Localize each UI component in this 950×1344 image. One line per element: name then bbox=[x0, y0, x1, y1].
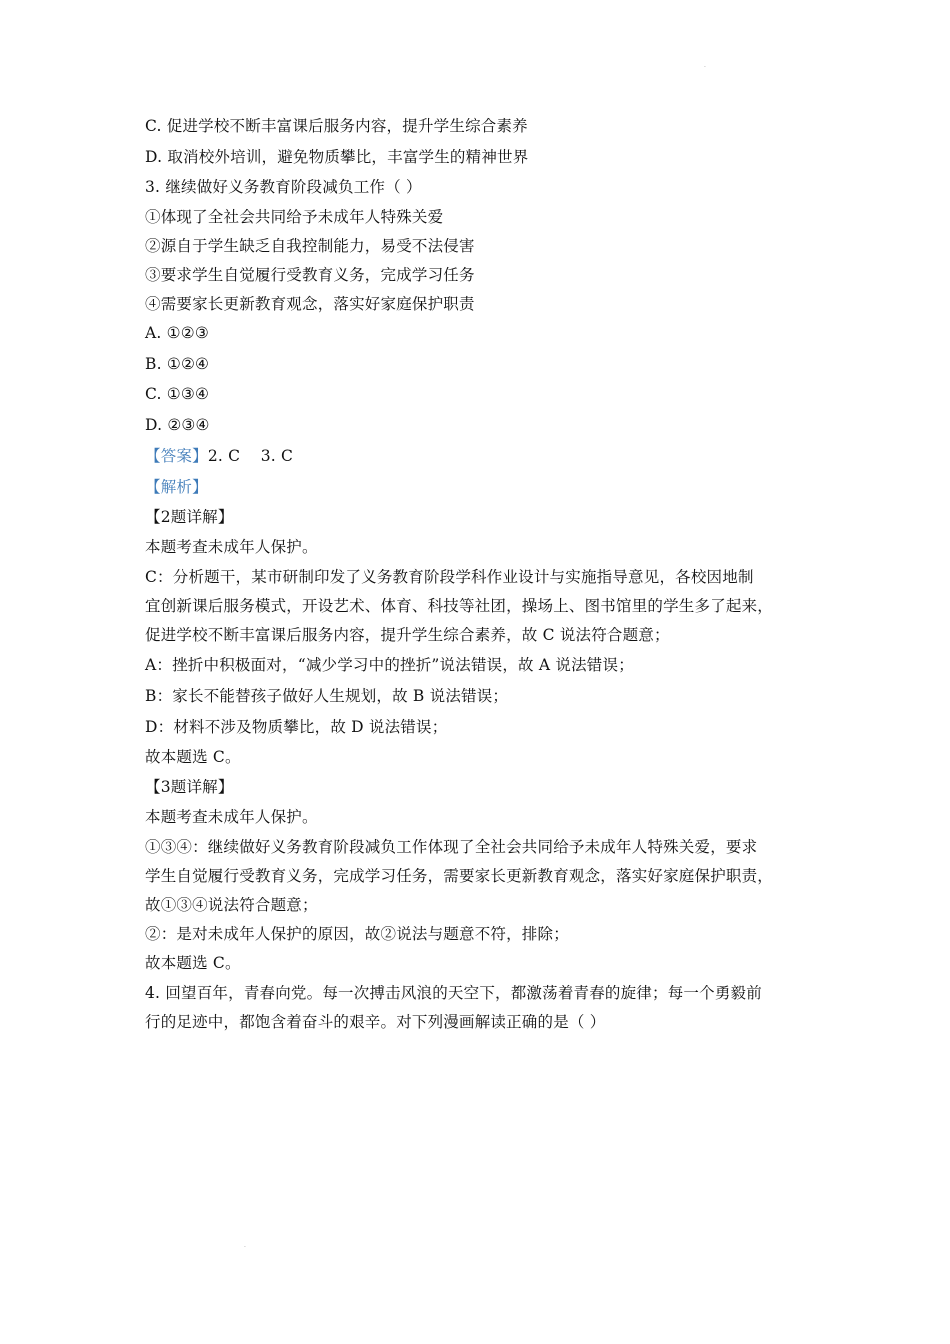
statement-1: ①体现了全社会共同给予未成年人特殊关爱 bbox=[145, 208, 444, 226]
answer-line bbox=[145, 446, 825, 466]
analysis-line bbox=[145, 477, 825, 497]
statement-3: ③要求学生自觉履行受教育义务，完成学习任务 bbox=[145, 266, 475, 284]
q3-conclusion: 故本题选 C。 bbox=[145, 954, 241, 972]
q3-explanation-1: ①③④：继续做好义务教育阶段减负工作体现了全社会共同给予未成年人特殊关爱，要求 bbox=[145, 838, 758, 856]
option-d-line: D. 取消校外培训，避免物质攀比，丰富学生的精神世界 bbox=[145, 148, 529, 166]
q3-explanation-2: 学生自觉履行受教育义务，完成学习任务，需要家长更新教育观念，落实好家庭保护职责， bbox=[145, 867, 774, 885]
q2-explanation-d: D：材料不涉及物质攀比，故 D 说法错误； bbox=[145, 718, 448, 736]
q3-option-b: B. ①②④ bbox=[145, 355, 210, 373]
q2-detail-heading: 【2题详解】 bbox=[145, 508, 234, 526]
q3-detail-heading: 【3题详解】 bbox=[145, 778, 234, 796]
answer-text: 2. C 3. C bbox=[207, 447, 294, 465]
q3-explanation-3: 故①③④说法符合题意； bbox=[145, 896, 318, 914]
question-4-stem-1: 4. 回望百年，青春向党。每一次搏击风浪的天空下，都激荡着青春的旋律；每一个勇毅前 bbox=[145, 984, 762, 1002]
statement-4: ④需要家长更新教育观念，落实好家庭保护职责 bbox=[145, 295, 475, 313]
analysis-tag: 【解析】 bbox=[145, 478, 208, 496]
q3-explanation-4: ②：是对未成年人保护的原因，故②说法与题意不符，排除； bbox=[145, 925, 569, 943]
q3-option-a: A. ①②③ bbox=[145, 324, 209, 342]
q2-explanation-b: B：家长不能替孩子做好人生规划，故 B 说法错误； bbox=[145, 687, 509, 705]
q3-option-c: C. ①③④ bbox=[145, 385, 210, 403]
page-mark-dot: · bbox=[704, 64, 706, 71]
q2-topic: 本题考查未成年人保护。 bbox=[145, 538, 318, 556]
q3-topic: 本题考查未成年人保护。 bbox=[145, 808, 318, 826]
q3-option-d: D. ②③④ bbox=[145, 416, 210, 434]
q2-explanation-c-3: 促进学校不断丰富课后服务内容，提升学生综合素养，故 C 说法符合题意； bbox=[145, 626, 670, 644]
q2-conclusion: 故本题选 C。 bbox=[145, 748, 241, 766]
question-4-stem-2: 行的足迹中，都饱含着奋斗的艰辛。对下列漫画解读正确的是（ ） bbox=[145, 1013, 606, 1031]
q2-explanation-c-2: 宜创新课后服务模式，开设艺术、体育、科技等社团，操场上、图书馆里的学生多了起来， bbox=[145, 597, 774, 615]
question-3-stem: 3. 继续做好义务教育阶段减负工作（ ） bbox=[145, 178, 422, 196]
q2-explanation-c-1: C：分析题干，某市研制印发了义务教育阶段学科作业设计与实施指导意见，各校因地制 bbox=[145, 568, 754, 586]
page-mark-dot-bottom: · bbox=[244, 1244, 246, 1251]
option-c-line: C. 促进学校不断丰富课后服务内容，提升学生综合素养 bbox=[145, 117, 528, 135]
statement-2: ②源自于学生缺乏自我控制能力，易受不法侵害 bbox=[145, 237, 475, 255]
answer-tag: 【答案】 bbox=[145, 447, 208, 465]
q2-explanation-a: A：挫折中积极面对，“减少学习中的挫折”说法错误，故 A 说法错误； bbox=[145, 656, 634, 674]
